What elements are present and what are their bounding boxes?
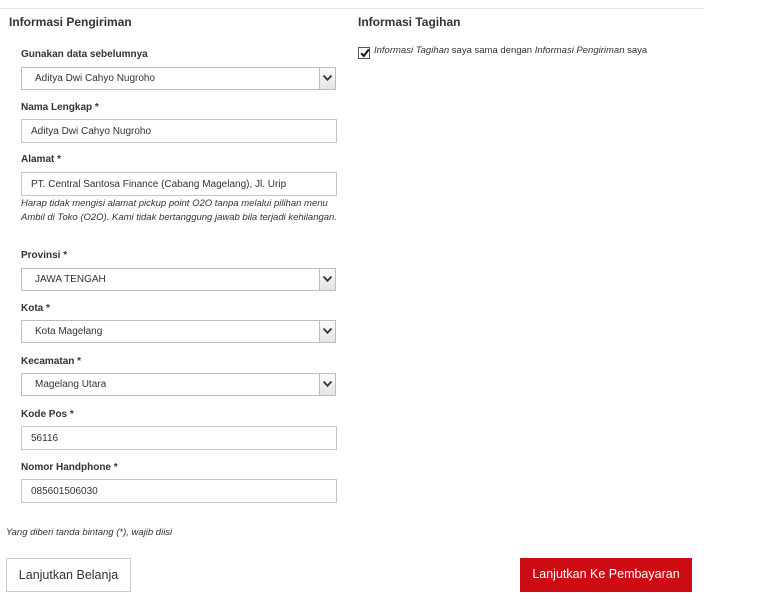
postal-code-value: 56116 — [31, 433, 59, 444]
province-label: Provinsi * — [21, 250, 68, 261]
chevron-down-icon[interactable] — [319, 374, 335, 395]
chevron-down-icon[interactable] — [319, 269, 335, 290]
city-select[interactable] — [21, 320, 336, 343]
previous-data-label: Gunakan data sebelumnya — [21, 49, 148, 60]
shipping-section-title: Informasi Pengiriman — [9, 15, 132, 29]
chevron-down-icon[interactable] — [319, 321, 335, 342]
required-fields-note: Yang diberi tanda bintang (*), wajib diisi — [6, 527, 173, 538]
chevron-down-icon[interactable] — [319, 68, 335, 89]
check-icon — [360, 48, 370, 58]
continue-shopping-button[interactable]: Lanjutkan Belanja — [6, 558, 131, 592]
address-input[interactable] — [21, 172, 337, 196]
city-value: Kota Magelang — [35, 326, 103, 337]
postal-code-label: Kode Pos * — [21, 409, 74, 420]
province-select[interactable] — [21, 268, 336, 291]
phone-value: 085601506030 — [31, 486, 98, 497]
province-value: JAWA TENGAH — [35, 274, 106, 285]
district-select[interactable] — [21, 373, 336, 396]
postal-code-input[interactable] — [21, 426, 337, 450]
full-name-value: Aditya Dwi Cahyo Nugroho — [31, 126, 152, 137]
previous-data-select[interactable] — [21, 67, 336, 90]
phone-input[interactable] — [21, 479, 337, 503]
address-label: Alamat * — [21, 154, 62, 165]
top-divider — [0, 8, 704, 9]
continue-to-payment-button[interactable]: Lanjutkan Ke Pembayaran — [520, 558, 692, 592]
district-value: Magelang Utara — [35, 379, 107, 390]
billing-section-title: Informasi Tagihan — [358, 15, 461, 29]
same-as-shipping-checkbox[interactable] — [358, 47, 370, 59]
phone-label: Nomor Handphone * — [21, 462, 118, 473]
full-name-label: Nama Lengkap * — [21, 102, 99, 113]
city-label: Kota * — [21, 303, 50, 314]
district-label: Kecamatan * — [21, 356, 82, 367]
previous-data-value: Aditya Dwi Cahyo Nugroho — [35, 73, 156, 84]
full-name-input[interactable] — [21, 119, 337, 143]
address-value: PT. Central Santosa Finance (Cabang Magelang), Jl. Urip — [31, 179, 287, 190]
address-note: Harap tidak mengisi alamat pickup point O2O tanpa melalui pilihan menu Ambil di Toko (O2O). Kami tidak bertanggung jawab bila terjadi kehilangan. — [21, 198, 337, 223]
same-as-shipping-label[interactable]: Informasi Tagihan saya sama dengan Informasi Pengiriman saya — [374, 45, 648, 56]
